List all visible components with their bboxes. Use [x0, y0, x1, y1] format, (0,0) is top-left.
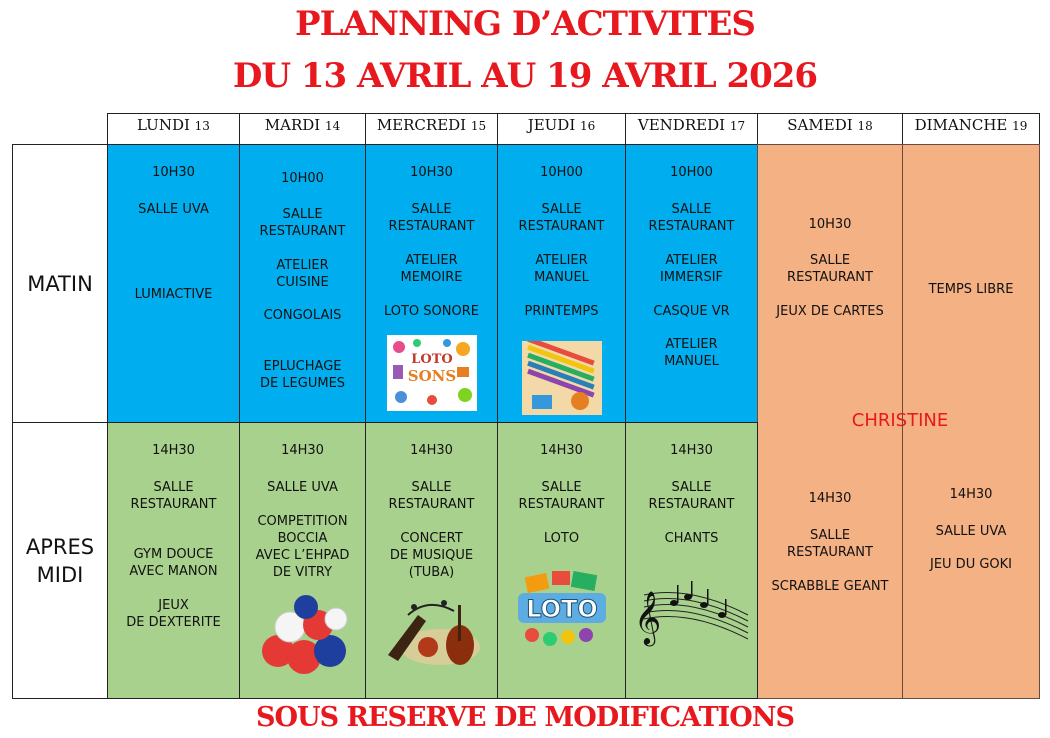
activity-label: CONGOLAIS: [263, 308, 342, 323]
room-label: RESTAURANT: [648, 497, 735, 512]
activity-label: GYM DOUCE: [133, 547, 214, 562]
room-label: SALLE: [411, 480, 452, 495]
room-label: SALLE: [671, 202, 712, 217]
cell-jeudi-matin: [497, 144, 626, 423]
room-label: RESTAURANT: [388, 219, 475, 234]
activity-label: DE MUSIQUE: [389, 548, 474, 563]
time-label: 14H30: [540, 443, 583, 458]
activity-label: COMPETITION: [257, 514, 348, 529]
room-label: SALLE: [153, 480, 194, 495]
loto-image: [512, 571, 612, 651]
time-label: 14H30: [410, 443, 453, 458]
activity-label: LOTO SONORE: [383, 304, 479, 319]
music-instruments-image: [378, 595, 488, 671]
activity-label: DE LEGUMES: [259, 376, 346, 391]
cell-lundi-matin: [107, 144, 240, 423]
activity-label: CHANTS: [664, 531, 719, 546]
time-label: 10H30: [808, 217, 852, 232]
activity-label: PRINTEMPS: [524, 304, 599, 319]
page-title-line1: PLANNING D’ACTIVITES: [295, 4, 755, 44]
room-label: SALLE: [541, 480, 582, 495]
page-title-line2: DU 13 AVRIL AU 19 AVRIL 2026: [232, 56, 818, 96]
activity-label: JEUX DE CARTES: [776, 304, 884, 319]
room-label: RESTAURANT: [787, 270, 873, 285]
activity-label: MANUEL: [534, 270, 589, 285]
activity-label: DE VITRY: [272, 565, 333, 580]
room-label: RESTAURANT: [648, 219, 735, 234]
cell-mercredi-matin: [365, 144, 498, 423]
activity-label: AVEC MANON: [129, 564, 218, 579]
header-dimanche: DIMANCHE 19: [902, 113, 1040, 145]
row-label-apres-midi: APRES MIDI: [12, 422, 108, 699]
activity-label: EPLUCHAGE: [263, 359, 342, 374]
time-label: 10H00: [540, 165, 583, 180]
activity-label: CASQUE VR: [653, 304, 730, 319]
activity-label: ATELIER: [535, 253, 588, 268]
loto-sons-image: [387, 335, 477, 411]
header-samedi: SAMEDI 18: [757, 113, 903, 145]
activity-label: JEU DU GOKI: [929, 557, 1013, 572]
activity-label: (TUBA): [408, 565, 455, 580]
activity-label: BOCCIA: [277, 531, 328, 546]
activity-label: SCRABBLE GEANT: [771, 579, 889, 594]
cell-vendredi-matin: [625, 144, 758, 423]
time-label: 14H30: [808, 491, 852, 506]
room-label: SALLE UVA: [138, 202, 209, 217]
activity-label: ATELIER: [665, 337, 718, 352]
header-mardi: MARDI 14: [239, 113, 366, 145]
activity-label: CONCERT: [400, 531, 463, 546]
time-label: 14H30: [152, 443, 195, 458]
activity-label: MANUEL: [664, 354, 719, 369]
staff-name: CHRISTINE: [851, 410, 949, 431]
time-label: 10H30: [410, 165, 453, 180]
time-label: 10H00: [281, 171, 324, 186]
time-label: 14H30: [281, 443, 324, 458]
room-label: SALLE: [411, 202, 452, 217]
activity-label: JEUX: [158, 598, 189, 613]
room-label: RESTAURANT: [518, 219, 605, 234]
activity-label: MEMOIRE: [400, 270, 463, 285]
activity-label: ATELIER: [405, 253, 458, 268]
sons-image-text: SONS: [407, 367, 457, 385]
room-label: SALLE UVA: [935, 524, 1007, 539]
activity-label: CUISINE: [276, 275, 329, 290]
cell-mardi-matin: [239, 144, 366, 423]
room-label: SALLE: [282, 207, 323, 222]
activity-label: AVEC L’EHPAD: [255, 548, 350, 563]
footer-notice: SOUS RESERVE DE MODIFICATIONS: [256, 702, 794, 733]
cell-vendredi-apres-midi: [625, 422, 758, 699]
header-jeudi: JEUDI 16: [497, 113, 626, 145]
loto-image-text: LOTO: [411, 352, 453, 367]
time-label: 14H30: [670, 443, 713, 458]
room-label: SALLE: [809, 528, 851, 543]
craft-supplies-image: [522, 341, 602, 415]
header-lundi: LUNDI 13: [107, 113, 240, 145]
cell-mercredi-apres-midi: [365, 422, 498, 699]
room-label: RESTAURANT: [388, 497, 475, 512]
cell-jeudi-apres-midi: [497, 422, 626, 699]
row-label-matin: MATIN: [12, 144, 108, 423]
room-label: SALLE: [541, 202, 582, 217]
music-notes-image: [630, 575, 750, 647]
header-mercredi: MERCREDI 15: [365, 113, 498, 145]
time-label: 14H30: [949, 487, 993, 502]
room-label: RESTAURANT: [259, 224, 346, 239]
activity-label: TEMPS LIBRE: [928, 282, 1014, 297]
activity-label: IMMERSIF: [659, 270, 724, 285]
header-vendredi: VENDREDI 17: [625, 113, 758, 145]
cell-lundi-apres-midi: [107, 422, 240, 699]
room-label: SALLE: [671, 480, 712, 495]
time-label: 10H00: [670, 165, 713, 180]
activity-label: DE DEXTERITE: [126, 615, 221, 630]
time-label: 10H30: [152, 165, 195, 180]
activity-label: LOTO: [543, 531, 580, 546]
cell-mardi-apres-midi: [239, 422, 366, 699]
activity-label: LUMIACTIVE: [134, 287, 213, 302]
room-label: SALLE: [809, 253, 851, 268]
room-label: RESTAURANT: [518, 497, 605, 512]
svg-text:𝄞: 𝄞: [634, 590, 662, 644]
activity-label: ATELIER: [276, 258, 329, 273]
room-label: SALLE UVA: [267, 480, 338, 495]
room-label: RESTAURANT: [787, 545, 873, 560]
boccia-balls-image: [256, 593, 352, 677]
loto-logo-text: LOTO: [526, 595, 598, 623]
room-label: RESTAURANT: [130, 497, 217, 512]
activity-label: ATELIER: [665, 253, 718, 268]
